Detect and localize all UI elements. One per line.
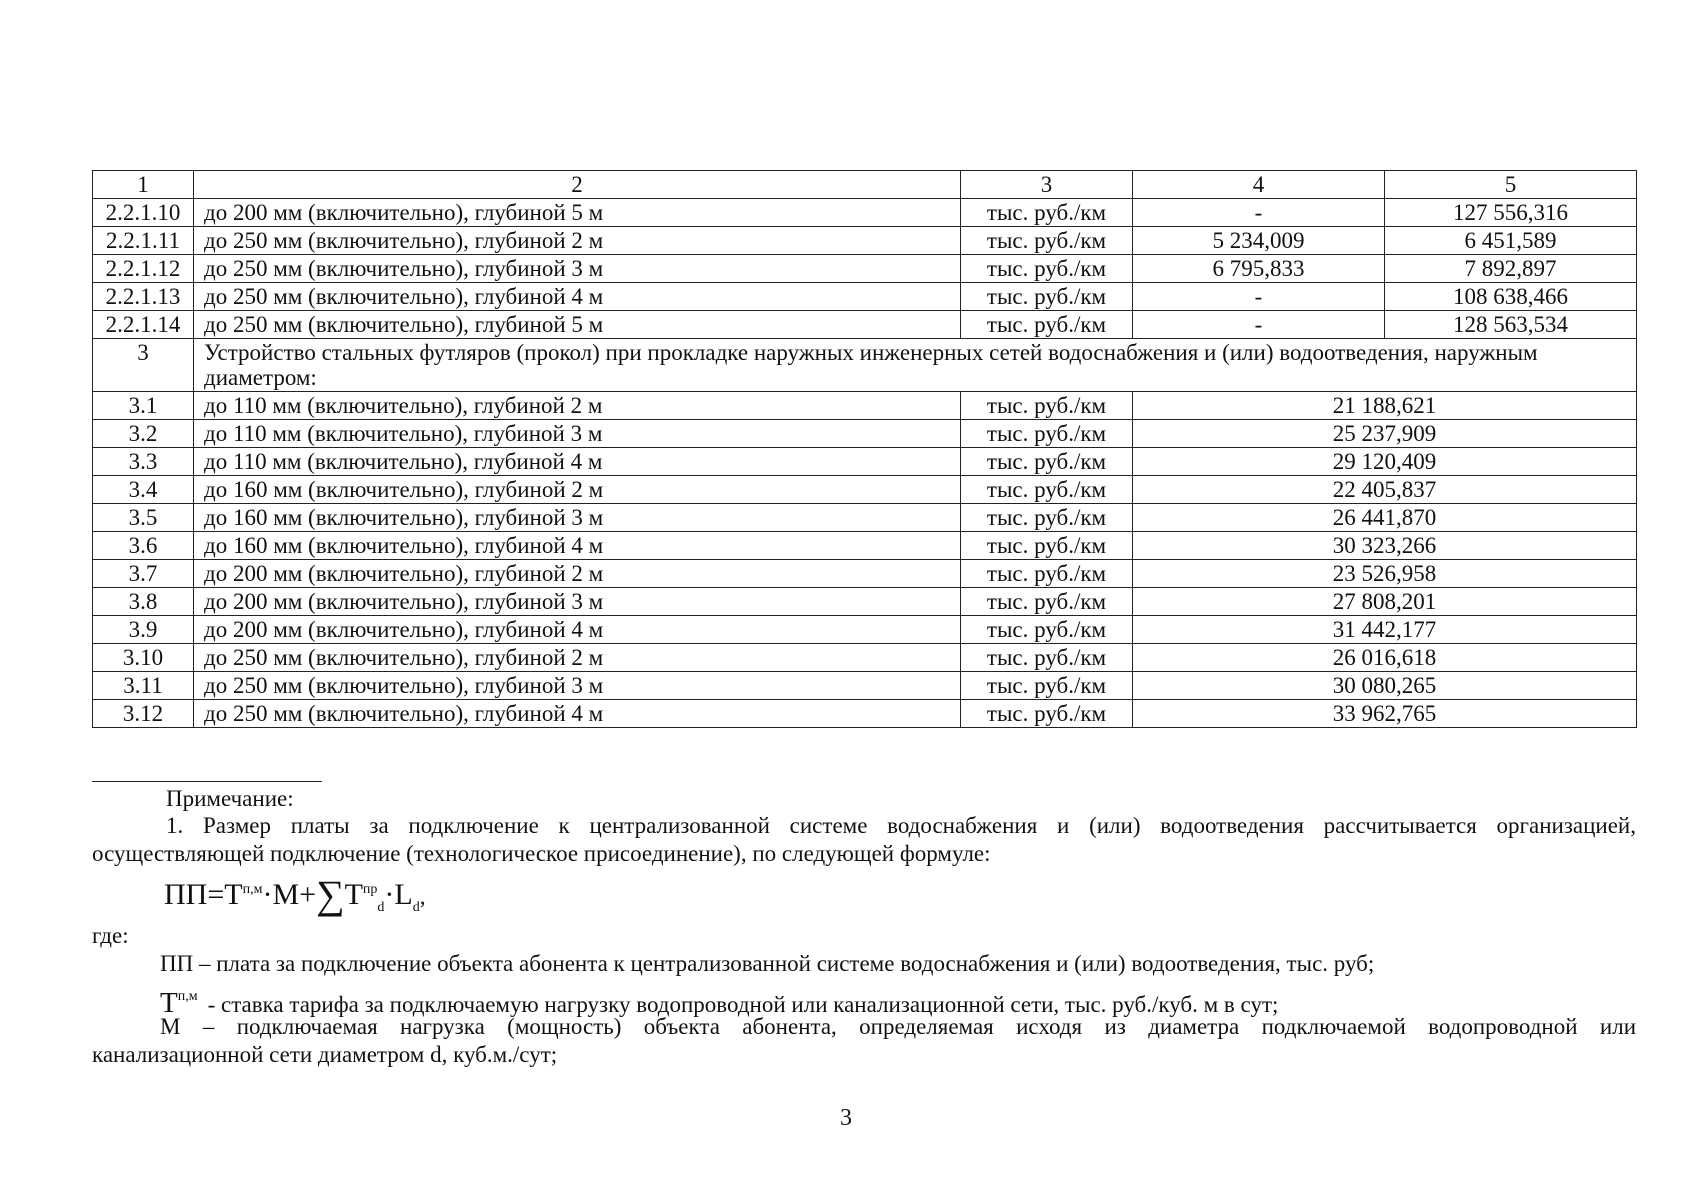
column-number: 1 — [93, 171, 194, 199]
unit-cell: тыс. руб./км — [961, 199, 1133, 227]
formula-dot: · — [262, 878, 273, 911]
description-cell: до 250 мм (включительно), глубиной 2 м — [194, 227, 961, 255]
formula-load-symbol: М — [272, 878, 300, 911]
item-number-cell: 3.3 — [93, 448, 194, 476]
table-header-row — [93, 171, 1637, 199]
column-number: 2 — [194, 171, 961, 199]
description-cell: до 250 мм (включительно), глубиной 5 м — [194, 311, 961, 339]
description-cell: до 250 мм (включительно), глубиной 3 м — [194, 672, 961, 700]
unit-cell: тыс. руб./км — [961, 616, 1133, 644]
value-merged-cell: 21 188,621 — [1133, 392, 1637, 420]
unit-cell: тыс. руб./км — [961, 532, 1133, 560]
definition-tariff-symbol: Т — [160, 987, 178, 1019]
value-merged-cell: 27 808,201 — [1133, 588, 1637, 616]
formula-length-symbol: L — [394, 878, 413, 911]
table-row — [93, 644, 1637, 672]
formula-equals: = — [207, 878, 225, 911]
formula-lhs: ПП — [164, 878, 208, 911]
table-row — [93, 420, 1637, 448]
table-row — [93, 392, 1637, 420]
unit-cell: тыс. руб./км — [961, 476, 1133, 504]
item-number-cell: 3.1 — [93, 392, 194, 420]
item-number-cell: 2.2.1.14 — [93, 311, 194, 339]
description-cell: до 250 мм (включительно), глубиной 4 м — [194, 700, 961, 728]
formula-tariff2-symbol: Т — [344, 878, 363, 911]
value-merged-cell: 29 120,409 — [1133, 448, 1637, 476]
unit-cell: тыс. руб./км — [961, 420, 1133, 448]
description-cell: до 200 мм (включительно), глубиной 3 м — [194, 588, 961, 616]
value-column-5-cell: 6 451,589 — [1385, 227, 1637, 255]
footnote-rule — [92, 781, 322, 782]
section-row — [93, 339, 1637, 392]
value-merged-cell: 26 016,618 — [1133, 644, 1637, 672]
column-number: 4 — [1133, 171, 1385, 199]
value-column-4-cell: - — [1133, 283, 1385, 311]
description-cell: до 200 мм (включительно), глубиной 4 м — [194, 616, 961, 644]
unit-cell: тыс. руб./км — [961, 392, 1133, 420]
item-number-cell: 3.8 — [93, 588, 194, 616]
item-number-cell: 3.9 — [93, 616, 194, 644]
page-number: 3 — [840, 1105, 852, 1131]
table-row — [93, 227, 1637, 255]
formula-sum-symbol: ∑ — [316, 872, 345, 917]
description-cell: до 250 мм (включительно), глубиной 4 м — [194, 283, 961, 311]
column-number: 3 — [961, 171, 1133, 199]
table-row — [93, 588, 1637, 616]
value-merged-cell: 25 237,909 — [1133, 420, 1637, 448]
value-column-5-cell: 108 638,466 — [1385, 283, 1637, 311]
payment-formula — [164, 870, 425, 928]
table-row — [93, 448, 1637, 476]
description-cell: до 160 мм (включительно), глубиной 4 м — [194, 532, 961, 560]
formula-tariff-symbol: Т — [224, 878, 243, 911]
item-number-cell: 3.4 — [93, 476, 194, 504]
item-number-cell: 3.2 — [93, 420, 194, 448]
unit-cell: тыс. руб./км — [961, 672, 1133, 700]
table-row — [93, 476, 1637, 504]
item-number-cell: 2.2.1.10 — [93, 199, 194, 227]
description-cell: до 110 мм (включительно), глубиной 4 м — [194, 448, 961, 476]
unit-cell: тыс. руб./км — [961, 700, 1133, 728]
formula-tariff2-superscript: пр — [362, 882, 378, 897]
value-merged-cell: 30 323,266 — [1133, 532, 1637, 560]
tariff-table — [92, 170, 1637, 728]
unit-cell: тыс. руб./км — [961, 448, 1133, 476]
value-merged-cell: 31 442,177 — [1133, 616, 1637, 644]
description-cell: до 160 мм (включительно), глубиной 3 м — [194, 504, 961, 532]
description-cell: до 110 мм (включительно), глубиной 2 м — [194, 392, 961, 420]
formula-comma: , — [419, 884, 426, 909]
description-cell: до 160 мм (включительно), глубиной 2 м — [194, 476, 961, 504]
table-row — [93, 532, 1637, 560]
description-cell: до 200 мм (включительно), глубиной 5 м — [194, 199, 961, 227]
value-merged-cell: 26 441,870 — [1133, 504, 1637, 532]
description-cell: до 250 мм (включительно), глубиной 3 м — [194, 255, 961, 283]
table-row — [93, 199, 1637, 227]
value-column-5-cell: 7 892,897 — [1385, 255, 1637, 283]
formula-plus: + — [299, 878, 317, 911]
item-number-cell: 3.10 — [93, 644, 194, 672]
description-cell: до 200 мм (включительно), глубиной 2 м — [194, 560, 961, 588]
section-number-cell: 3 — [93, 339, 194, 392]
section-title-cell: Устройство стальных футляров (прокол) при прокладке наружных инженерных сетей водоснабжения и (или) водоотведения, наружным диаметром: — [194, 339, 1637, 392]
table-row — [93, 560, 1637, 588]
definition-tariff-text: - ставка тарифа за подключаемую нагрузку водопроводной или канализационной сети, тыс. руб./куб. м в сут; — [207, 992, 1279, 1017]
table-row — [93, 700, 1637, 728]
formula-tariff-superscript: п,м — [242, 882, 263, 897]
where-label: где: — [92, 923, 129, 948]
item-number-cell: 2.2.1.13 — [93, 283, 194, 311]
value-column-5-cell: 127 556,316 — [1385, 199, 1637, 227]
column-number: 5 — [1385, 171, 1637, 199]
table-row — [93, 672, 1637, 700]
table-row — [93, 616, 1637, 644]
definition-load-line-1: М – подключаемая нагрузка (мощность) объекта абонента, определяемая исходя из диаметра подключаемой водопроводной или — [160, 1014, 1636, 1039]
unit-cell: тыс. руб./км — [961, 588, 1133, 616]
item-number-cell: 3.6 — [93, 532, 194, 560]
unit-cell: тыс. руб./км — [961, 311, 1133, 339]
item-number-cell: 3.12 — [93, 700, 194, 728]
note-item-1 — [92, 812, 1636, 868]
definition-pp: ПП – плата за подключение объекта абонента к централизованной системе водоснабжения и (или) водоотведения, тыс. руб; — [160, 951, 1375, 976]
unit-cell: тыс. руб./км — [961, 644, 1133, 672]
formula-length-subscript: d — [412, 900, 420, 915]
unit-cell: тыс. руб./км — [961, 283, 1133, 311]
value-column-5-cell: 128 563,534 — [1385, 311, 1637, 339]
value-column-4-cell: - — [1133, 311, 1385, 339]
definition-load — [92, 1013, 1636, 1069]
value-merged-cell: 30 080,265 — [1133, 672, 1637, 700]
formula-dot: · — [384, 878, 395, 911]
value-merged-cell: 22 405,837 — [1133, 476, 1637, 504]
value-column-4-cell: 6 795,833 — [1133, 255, 1385, 283]
unit-cell: тыс. руб./км — [961, 227, 1133, 255]
note-item-1-line-2: осуществляющей подключение (технологическое присоединение), по следующей формуле: — [92, 841, 991, 866]
value-merged-cell: 23 526,958 — [1133, 560, 1637, 588]
table-row — [93, 504, 1637, 532]
unit-cell: тыс. руб./км — [961, 504, 1133, 532]
unit-cell: тыс. руб./км — [961, 255, 1133, 283]
formula-tariff2-subscript: d — [377, 900, 385, 915]
value-column-4-cell: - — [1133, 199, 1385, 227]
item-number-cell: 3.5 — [93, 504, 194, 532]
item-number-cell: 3.11 — [93, 672, 194, 700]
value-merged-cell: 33 962,765 — [1133, 700, 1637, 728]
note-item-1-line-1: 1. Размер платы за подключение к централизованной системе водоснабжения и (или) водоотведения рассчитывается организацией, — [166, 813, 1636, 838]
definition-tariff-superscript: п,м — [177, 989, 198, 1004]
item-number-cell: 3.7 — [93, 560, 194, 588]
table-row — [93, 311, 1637, 339]
definition-load-line-2: канализационной сети диаметром d, куб.м./сут; — [92, 1042, 558, 1067]
unit-cell: тыс. руб./км — [961, 560, 1133, 588]
table-row — [93, 283, 1637, 311]
item-number-cell: 2.2.1.12 — [93, 255, 194, 283]
table-row — [93, 255, 1637, 283]
value-column-4-cell: 5 234,009 — [1133, 227, 1385, 255]
description-cell: до 250 мм (включительно), глубиной 2 м — [194, 644, 961, 672]
item-number-cell: 2.2.1.11 — [93, 227, 194, 255]
note-label: Примечание: — [166, 786, 294, 811]
description-cell: до 110 мм (включительно), глубиной 3 м — [194, 420, 961, 448]
